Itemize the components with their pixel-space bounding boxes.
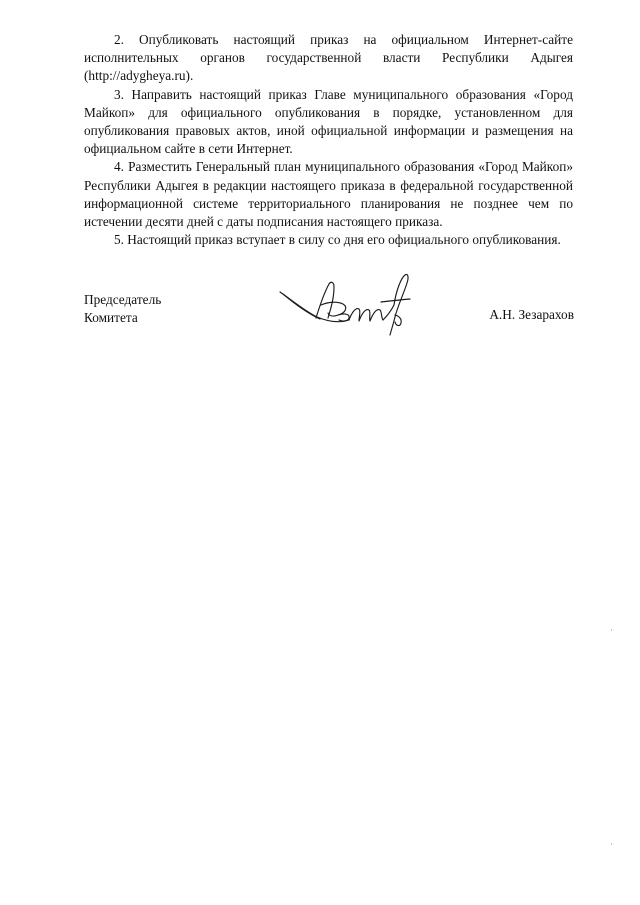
scan-edge-mark: [611, 629, 612, 631]
document-body: [84, 31, 573, 249]
paragraph-entry-into-force: 5. Настоящий приказ вступает в силу со дня его официального опубликования.: [114, 232, 561, 248]
signature-graphic: [277, 271, 419, 337]
handwritten-signature: [277, 271, 419, 337]
paragraph-send-to-head: 3. Направить настоящий приказ Главе муниципального образования «Город Майкоп» для официального опубликования в порядке, установленном для опубликования правовых актов, иной официальной информации и размещения на официальном сайте в сети Интернет.: [84, 86, 573, 157]
signer-position-line2: Комитета: [84, 310, 138, 326]
paragraph-place-general-plan: 4. Разместить Генеральный план муниципального образования «Город Майкоп» Республики Адыгея в редакции настоящего приказа в федеральной государственной информационной системе территориального планирования не позднее чем по истечении десяти дней с даты подписания настоящего приказа.: [84, 159, 573, 230]
scan-edge-mark: [611, 843, 612, 845]
signer-position-line1: Председатель: [84, 292, 162, 307]
signer-position: [84, 291, 161, 327]
paragraph-publish-website: 2. Опубликовать настоящий приказ на официальном Интернет-сайте исполнительных органов государственной власти Республики Адыгея (http://adygheya.ru).: [84, 32, 573, 84]
signer-name: А.Н. Зезарахов: [489, 307, 574, 322]
